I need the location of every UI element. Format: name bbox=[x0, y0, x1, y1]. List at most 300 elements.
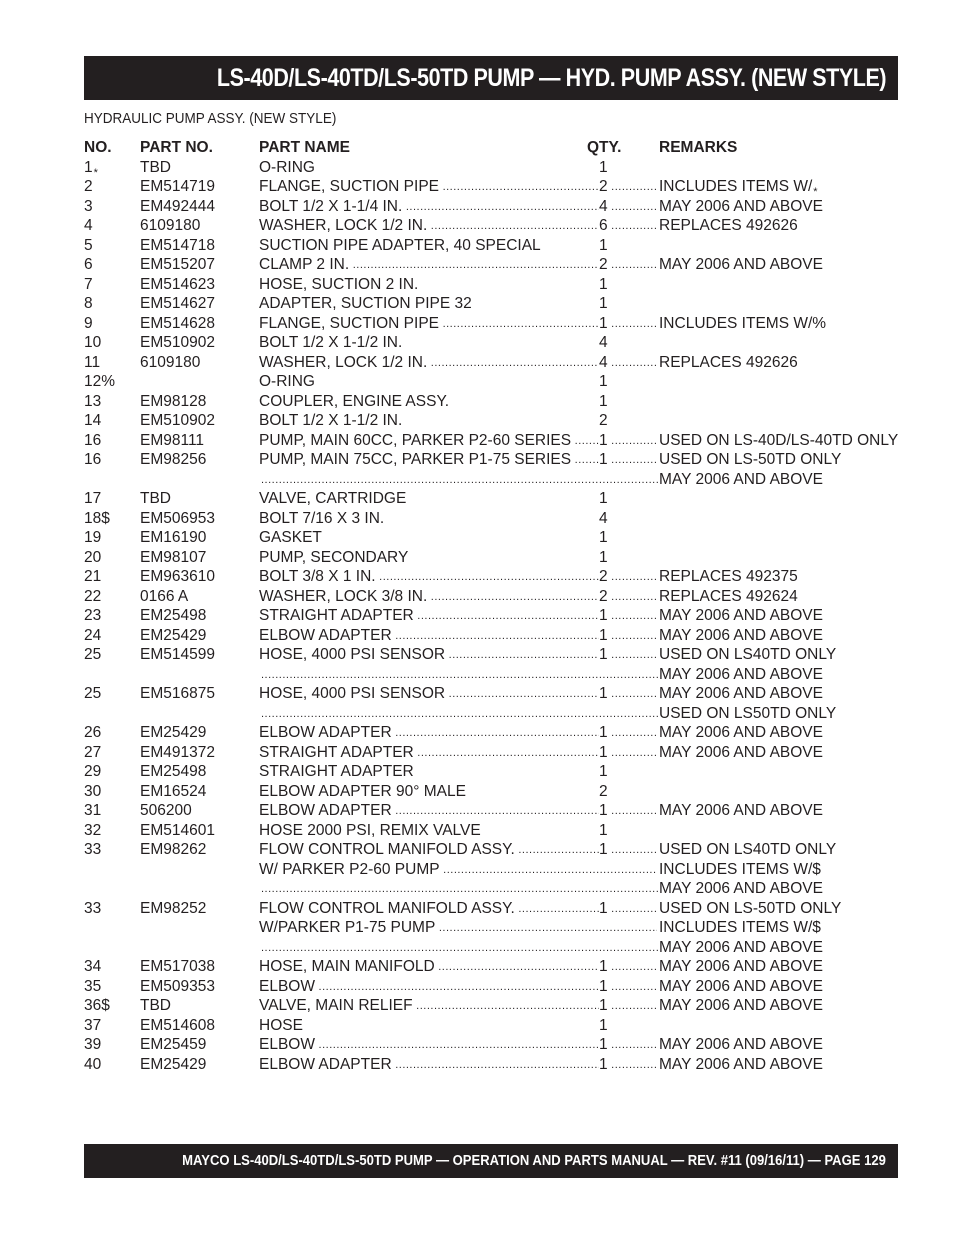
table-row bbox=[84, 1055, 898, 1075]
item-no: 21 bbox=[84, 568, 102, 585]
part-name-text: GASKET bbox=[259, 529, 322, 546]
remarks bbox=[659, 879, 823, 899]
item-no: 23 bbox=[84, 607, 102, 624]
part-name bbox=[259, 645, 599, 666]
header-part-no: PART NO. bbox=[140, 139, 213, 156]
part-name-text: ELBOW ADAPTER ..... bbox=[259, 627, 599, 644]
part-name bbox=[259, 353, 599, 374]
part-name-text: HOSE, 4000 PSI SENSOR ..... bbox=[259, 646, 599, 663]
part-number: TBD bbox=[140, 997, 171, 1014]
part-name bbox=[259, 333, 599, 353]
part-number: EM492444 bbox=[140, 197, 215, 215]
page-title: LS-40D/LS-40TD/LS-50TD PUMP — HYD. PUMP ASSY. (NEW STYLE) bbox=[216, 64, 886, 92]
remarks-text: MAY 2006 AND ABOVE bbox=[659, 607, 823, 624]
remarks-text: MAY 2006 AND ABOVE bbox=[659, 1036, 823, 1053]
quantity bbox=[599, 1035, 657, 1056]
quantity bbox=[599, 314, 657, 335]
item-no: 35 bbox=[84, 977, 102, 995]
part-name-text: WASHER, LOCK 1/2 IN. ..... bbox=[259, 217, 599, 234]
table-row bbox=[84, 294, 898, 314]
quantity bbox=[599, 996, 657, 1017]
item-no: 2 bbox=[84, 178, 93, 195]
quantity bbox=[599, 548, 619, 568]
part-number: EM98107 bbox=[140, 548, 207, 566]
remarks-text: MAY 2006 AND ABOVE bbox=[659, 256, 823, 273]
table-row bbox=[84, 704, 898, 724]
part-number: EM98128 bbox=[140, 392, 207, 410]
part-name-text: WASHER, LOCK 1/2 IN. ..... bbox=[259, 354, 599, 371]
remarks-text: MAY 2006 AND ABOVE bbox=[659, 1055, 823, 1073]
item-no: 19 bbox=[84, 529, 102, 546]
table-row bbox=[84, 333, 898, 353]
part-name bbox=[259, 587, 599, 608]
item-no: 25 bbox=[84, 685, 102, 702]
part-name-text: HOSE 2000 PSI, REMIX VALVE bbox=[259, 821, 481, 839]
header-part-name: PART NAME bbox=[259, 139, 350, 156]
part-number: EM25429 bbox=[140, 1055, 207, 1073]
quantity-value: 1 ..... bbox=[599, 627, 657, 644]
header-qty: QTY. bbox=[587, 139, 622, 156]
item-no: 22 bbox=[84, 587, 102, 605]
part-name bbox=[259, 158, 599, 178]
remarks-text: INCLUDES ITEMS W/ bbox=[659, 178, 813, 195]
part-name-text: ELBOW ..... bbox=[259, 978, 599, 995]
table-row bbox=[84, 801, 898, 821]
quantity bbox=[599, 431, 657, 452]
quantity-value: 4 ..... bbox=[599, 354, 657, 371]
remarks bbox=[659, 938, 823, 958]
part-name bbox=[259, 528, 599, 548]
item-no: 33 bbox=[84, 899, 102, 917]
remarks-text: MAY 2006 AND ABOVE bbox=[659, 977, 823, 995]
part-number: EM514628 bbox=[140, 314, 215, 332]
table-row bbox=[84, 743, 898, 763]
remarks bbox=[659, 840, 836, 860]
quantity bbox=[599, 177, 657, 198]
part-name-text: STRAIGHT ADAPTER ..... bbox=[259, 744, 599, 761]
quantity-value: 1 ..... bbox=[599, 451, 657, 468]
leader-dots bbox=[261, 470, 659, 491]
quantity bbox=[599, 645, 657, 666]
part-name-text: STRAIGHT ADAPTER ..... bbox=[259, 607, 599, 624]
remarks-text: REPLACES 492624 bbox=[659, 587, 798, 605]
remarks-text: MAY 2006 AND ABOVE bbox=[659, 470, 823, 488]
table-row bbox=[84, 411, 898, 431]
table-row bbox=[84, 723, 898, 743]
part-name bbox=[259, 431, 599, 452]
part-number: EM517038 bbox=[140, 958, 215, 975]
quantity-value: 1 ..... bbox=[599, 315, 657, 332]
quantity bbox=[599, 450, 657, 471]
part-number: EM514718 bbox=[140, 236, 215, 254]
part-name bbox=[259, 723, 599, 744]
table-row bbox=[84, 567, 898, 587]
quantity bbox=[599, 333, 619, 353]
table-row bbox=[84, 626, 898, 646]
table-row bbox=[84, 821, 898, 841]
part-name bbox=[259, 840, 599, 861]
part-name bbox=[259, 684, 599, 705]
quantity-value: 1 ..... bbox=[599, 685, 657, 702]
table-row bbox=[84, 860, 898, 880]
part-name-text: O-RING bbox=[259, 158, 315, 176]
table-row bbox=[84, 548, 898, 568]
quantity bbox=[599, 528, 619, 548]
part-name-text: PUMP, MAIN 75CC, PARKER P1-75 SERIES ..... bbox=[259, 451, 599, 468]
table-row bbox=[84, 392, 898, 412]
remarks-text: USED ON LS-50TD ONLY bbox=[659, 899, 842, 917]
item-mark: * bbox=[93, 166, 98, 179]
remarks bbox=[659, 314, 826, 334]
remarks bbox=[659, 626, 823, 646]
quantity bbox=[599, 489, 619, 509]
table-row bbox=[84, 977, 898, 997]
quantity-value: 1 bbox=[599, 295, 608, 312]
quantity-value: 1 bbox=[599, 490, 608, 507]
table-row bbox=[84, 158, 898, 178]
remarks bbox=[659, 216, 798, 236]
part-number: EM25429 bbox=[140, 724, 207, 741]
part-number: EM515207 bbox=[140, 256, 215, 273]
part-number: EM491372 bbox=[140, 743, 215, 761]
item-no: 18$ bbox=[84, 509, 110, 527]
table-row bbox=[84, 275, 898, 295]
part-number: 0166 A bbox=[140, 587, 189, 605]
part-name-text: ELBOW ADAPTER ..... bbox=[259, 802, 599, 819]
quantity-value: 4 ..... bbox=[599, 198, 657, 215]
part-name bbox=[259, 626, 599, 647]
quantity bbox=[599, 294, 619, 314]
quantity-value: 1 ..... bbox=[599, 841, 657, 858]
part-name bbox=[259, 821, 599, 841]
part-number: EM514623 bbox=[140, 275, 215, 293]
part-number: TBD bbox=[140, 158, 171, 176]
part-name bbox=[259, 489, 599, 509]
quantity-value: 4 bbox=[599, 509, 608, 527]
quantity bbox=[599, 587, 657, 608]
remarks-text: USED ON LS40TD ONLY bbox=[659, 646, 837, 663]
part-number: EM98262 bbox=[140, 841, 207, 858]
quantity bbox=[599, 392, 619, 412]
quantity-value: 2 ..... bbox=[599, 178, 657, 195]
remarks bbox=[659, 918, 821, 938]
remarks-text: MAY 2006 AND ABOVE bbox=[659, 197, 823, 215]
quantity-value: 1 ..... bbox=[599, 978, 657, 995]
table-row bbox=[84, 840, 898, 860]
quantity-value: 1 ..... bbox=[599, 744, 657, 761]
part-name-text: HOSE, SUCTION 2 IN. bbox=[259, 275, 419, 293]
quantity bbox=[599, 1055, 657, 1076]
footer-bar bbox=[84, 1144, 898, 1178]
table-row bbox=[84, 1016, 898, 1036]
part-number: EM514601 bbox=[140, 821, 215, 839]
quantity-value: 2 ..... bbox=[599, 588, 657, 605]
item-no: 16 bbox=[84, 451, 102, 468]
part-name bbox=[259, 743, 599, 764]
quantity bbox=[599, 801, 657, 822]
part-name bbox=[259, 899, 599, 920]
quantity-value: 1 bbox=[599, 392, 608, 410]
leader-dots bbox=[261, 665, 659, 686]
table-row bbox=[84, 899, 898, 919]
remarks bbox=[659, 255, 823, 275]
part-name bbox=[259, 977, 599, 998]
remarks-mark: * bbox=[813, 186, 818, 198]
remarks-text: REPLACES 492375 bbox=[659, 568, 798, 585]
part-name-text: W/PARKER P1-75 PUMP ..... bbox=[259, 919, 657, 936]
table-row bbox=[84, 372, 898, 392]
quantity bbox=[599, 743, 657, 764]
part-name bbox=[259, 216, 599, 237]
quantity-value: 2 ..... bbox=[599, 256, 657, 273]
remarks bbox=[659, 704, 836, 724]
remarks-text: MAY 2006 AND ABOVE bbox=[659, 743, 823, 761]
part-number: 506200 bbox=[140, 802, 192, 819]
table-row bbox=[84, 177, 898, 197]
part-number: EM98111 bbox=[140, 431, 205, 449]
quantity bbox=[599, 684, 657, 705]
part-name bbox=[259, 509, 599, 529]
table-row bbox=[84, 255, 898, 275]
part-number: EM25498 bbox=[140, 607, 207, 624]
item-no: 29 bbox=[84, 763, 102, 780]
part-name bbox=[259, 762, 599, 782]
item-no: 31 bbox=[84, 802, 102, 819]
part-name-text: STRAIGHT ADAPTER bbox=[259, 763, 414, 780]
item-no: 39 bbox=[84, 1036, 102, 1053]
part-name-text: ELBOW ..... bbox=[259, 1036, 599, 1053]
quantity-value: 1 ..... bbox=[599, 802, 657, 819]
remarks bbox=[659, 606, 823, 626]
remarks-text: USED ON LS50TD ONLY bbox=[659, 704, 837, 722]
quantity-value: 1 bbox=[599, 373, 608, 390]
quantity-value: 1 bbox=[599, 529, 608, 546]
part-number: EM514608 bbox=[140, 1016, 215, 1034]
remarks-text: MAY 2006 AND ABOVE bbox=[659, 724, 823, 741]
quantity bbox=[599, 762, 619, 782]
remarks-text: USED ON LS40TD ONLY bbox=[659, 841, 837, 858]
part-number: EM514719 bbox=[140, 178, 215, 195]
part-name bbox=[259, 314, 599, 335]
part-number: 6109180 bbox=[140, 353, 201, 371]
part-name-text: HOSE, 4000 PSI SENSOR ..... bbox=[259, 685, 599, 702]
part-number: EM963610 bbox=[140, 568, 215, 585]
part-name bbox=[259, 957, 599, 978]
quantity-value: 1 bbox=[599, 236, 608, 254]
item-no: 34 bbox=[84, 958, 102, 975]
part-name-text: VALVE, MAIN RELIEF ..... bbox=[259, 997, 599, 1014]
quantity bbox=[599, 158, 619, 178]
part-name-text: CLAMP 2 IN. ..... bbox=[259, 256, 599, 273]
remarks-text: MAY 2006 AND ABOVE bbox=[659, 626, 823, 644]
part-name bbox=[259, 177, 599, 198]
remarks bbox=[659, 684, 823, 704]
part-name bbox=[259, 197, 599, 218]
item-no: 37 bbox=[84, 1016, 102, 1034]
part-number: EM509353 bbox=[140, 977, 215, 995]
remarks-text: REPLACES 492626 bbox=[659, 353, 798, 371]
quantity-value: 1 ..... bbox=[599, 997, 657, 1014]
part-number: EM16190 bbox=[140, 529, 207, 546]
remarks bbox=[659, 450, 841, 470]
remarks bbox=[659, 957, 823, 977]
table-row bbox=[84, 470, 898, 490]
part-name-text: BOLT 3/8 X 1 IN. ..... bbox=[259, 568, 599, 585]
item-no: 6 bbox=[84, 256, 93, 273]
quantity-value: 2 bbox=[599, 412, 608, 429]
part-name bbox=[259, 782, 599, 802]
part-number: EM510902 bbox=[140, 412, 215, 429]
item-no: 27 bbox=[84, 743, 102, 761]
part-name-text: BOLT 7/16 X 3 IN. bbox=[259, 509, 385, 527]
item-no: 7 bbox=[84, 275, 93, 293]
part-number: EM25459 bbox=[140, 1036, 207, 1053]
part-number: EM25498 bbox=[140, 763, 207, 780]
quantity-value: 2 ..... bbox=[599, 568, 657, 585]
part-name bbox=[259, 275, 599, 295]
part-number: EM25429 bbox=[140, 626, 207, 644]
quantity bbox=[599, 723, 657, 744]
table-body bbox=[84, 158, 898, 1075]
header-no: NO. bbox=[84, 139, 112, 156]
quantity-value: 2 bbox=[599, 782, 608, 800]
part-number: EM510902 bbox=[140, 334, 215, 351]
item-no: 4 bbox=[84, 217, 93, 234]
item-no: 13 bbox=[84, 392, 102, 410]
part-number: EM16524 bbox=[140, 782, 207, 800]
remarks bbox=[659, 197, 823, 217]
table-row bbox=[84, 762, 898, 782]
part-name-text: HOSE bbox=[259, 1016, 303, 1034]
item-no: 17 bbox=[84, 490, 102, 507]
part-number: EM506953 bbox=[140, 509, 215, 527]
table-row bbox=[84, 528, 898, 548]
part-name-text: FLOW CONTROL MANIFOLD ASSY. ..... bbox=[259, 841, 599, 858]
leader-dots bbox=[261, 704, 659, 725]
part-name bbox=[259, 1016, 599, 1036]
quantity-value: 6 ..... bbox=[599, 217, 657, 234]
quantity bbox=[599, 509, 619, 529]
item-no: 8 bbox=[84, 295, 93, 312]
parts-table bbox=[84, 138, 898, 1074]
item-no: 26 bbox=[84, 724, 102, 741]
quantity bbox=[599, 606, 657, 627]
table-row bbox=[84, 996, 898, 1016]
part-name bbox=[259, 236, 599, 256]
part-number: EM98256 bbox=[140, 451, 207, 468]
part-name-text: O-RING bbox=[259, 373, 315, 390]
quantity bbox=[599, 821, 619, 841]
quantity bbox=[599, 840, 657, 861]
remarks-text: MAY 2006 AND ABOVE bbox=[659, 958, 823, 975]
item-no: 24 bbox=[84, 626, 102, 644]
part-name-text: ELBOW ADAPTER ..... bbox=[259, 1056, 599, 1073]
quantity-value: 1 ..... bbox=[599, 646, 657, 663]
quantity-value: 1 bbox=[599, 158, 608, 176]
remarks-text: MAY 2006 AND ABOVE bbox=[659, 938, 823, 956]
item-no: 12% bbox=[84, 373, 116, 390]
part-name-text: W/ PARKER P2-60 PUMP ..... bbox=[259, 861, 657, 878]
remarks bbox=[659, 860, 821, 880]
item-no: 9 bbox=[84, 314, 93, 332]
part-name-text: PUMP, SECONDARY bbox=[259, 548, 409, 566]
quantity-value: 1 bbox=[599, 1016, 608, 1034]
part-name-text: FLANGE, SUCTION PIPE ..... bbox=[259, 315, 599, 332]
table-row bbox=[84, 782, 898, 802]
part-name bbox=[259, 1055, 599, 1076]
quantity-value: 1 ..... bbox=[599, 724, 657, 741]
table-row bbox=[84, 509, 898, 529]
part-name bbox=[259, 996, 599, 1017]
quantity bbox=[599, 353, 657, 374]
part-number: EM98252 bbox=[140, 899, 207, 917]
part-name-text: BOLT 1/2 X 1-1/2 IN. bbox=[259, 334, 403, 351]
part-name-text: BOLT 1/2 X 1-1/4 IN. ..... bbox=[259, 198, 599, 215]
remarks-text: REPLACES 492626 bbox=[659, 217, 798, 234]
table-row bbox=[84, 606, 898, 626]
remarks-text: INCLUDES ITEMS W/$ bbox=[659, 919, 821, 936]
part-name bbox=[259, 548, 599, 568]
title-bar bbox=[84, 56, 898, 100]
quantity bbox=[599, 899, 657, 920]
part-name-text: COUPLER, ENGINE ASSY. bbox=[259, 392, 450, 410]
quantity-value: 1 ..... bbox=[599, 958, 657, 975]
part-name bbox=[259, 567, 599, 588]
quantity bbox=[599, 626, 657, 647]
remarks-text: MAY 2006 AND ABOVE bbox=[659, 802, 823, 819]
quantity-value: 1 bbox=[599, 275, 608, 293]
quantity bbox=[599, 957, 657, 978]
remarks bbox=[659, 1055, 823, 1075]
item-no: 33 bbox=[84, 841, 102, 858]
remarks bbox=[659, 470, 823, 490]
part-number: TBD bbox=[140, 490, 171, 507]
item-no: 20 bbox=[84, 548, 102, 566]
part-name bbox=[259, 860, 657, 881]
remarks bbox=[659, 431, 898, 451]
item-no: 10 bbox=[84, 334, 102, 351]
quantity bbox=[599, 782, 619, 802]
quantity bbox=[599, 1016, 619, 1036]
item-no: 5 bbox=[84, 236, 93, 254]
leader-dots bbox=[261, 879, 659, 900]
table-row bbox=[84, 314, 898, 334]
table-row bbox=[84, 353, 898, 373]
part-name-text: ADAPTER, SUCTION PIPE 32 bbox=[259, 295, 472, 312]
part-name bbox=[259, 606, 599, 627]
item-no: 25 bbox=[84, 646, 102, 663]
remarks bbox=[659, 1035, 823, 1055]
leader-dots bbox=[261, 938, 659, 959]
quantity-value: 1 bbox=[599, 821, 608, 839]
table-row bbox=[84, 957, 898, 977]
table-row bbox=[84, 489, 898, 509]
remarks bbox=[659, 996, 823, 1016]
part-name bbox=[259, 255, 599, 276]
remarks-text: MAY 2006 AND ABOVE bbox=[659, 997, 823, 1014]
quantity bbox=[599, 411, 619, 431]
remarks-text: USED ON LS-40D/LS-40TD ONLY bbox=[659, 431, 899, 449]
quantity bbox=[599, 567, 657, 588]
table-row bbox=[84, 665, 898, 685]
remarks bbox=[659, 743, 823, 763]
part-name bbox=[259, 392, 599, 412]
remarks bbox=[659, 977, 823, 997]
quantity-value: 1 bbox=[599, 548, 608, 566]
table-row bbox=[84, 684, 898, 704]
part-name bbox=[259, 372, 599, 392]
item-no: 3 bbox=[84, 197, 93, 215]
